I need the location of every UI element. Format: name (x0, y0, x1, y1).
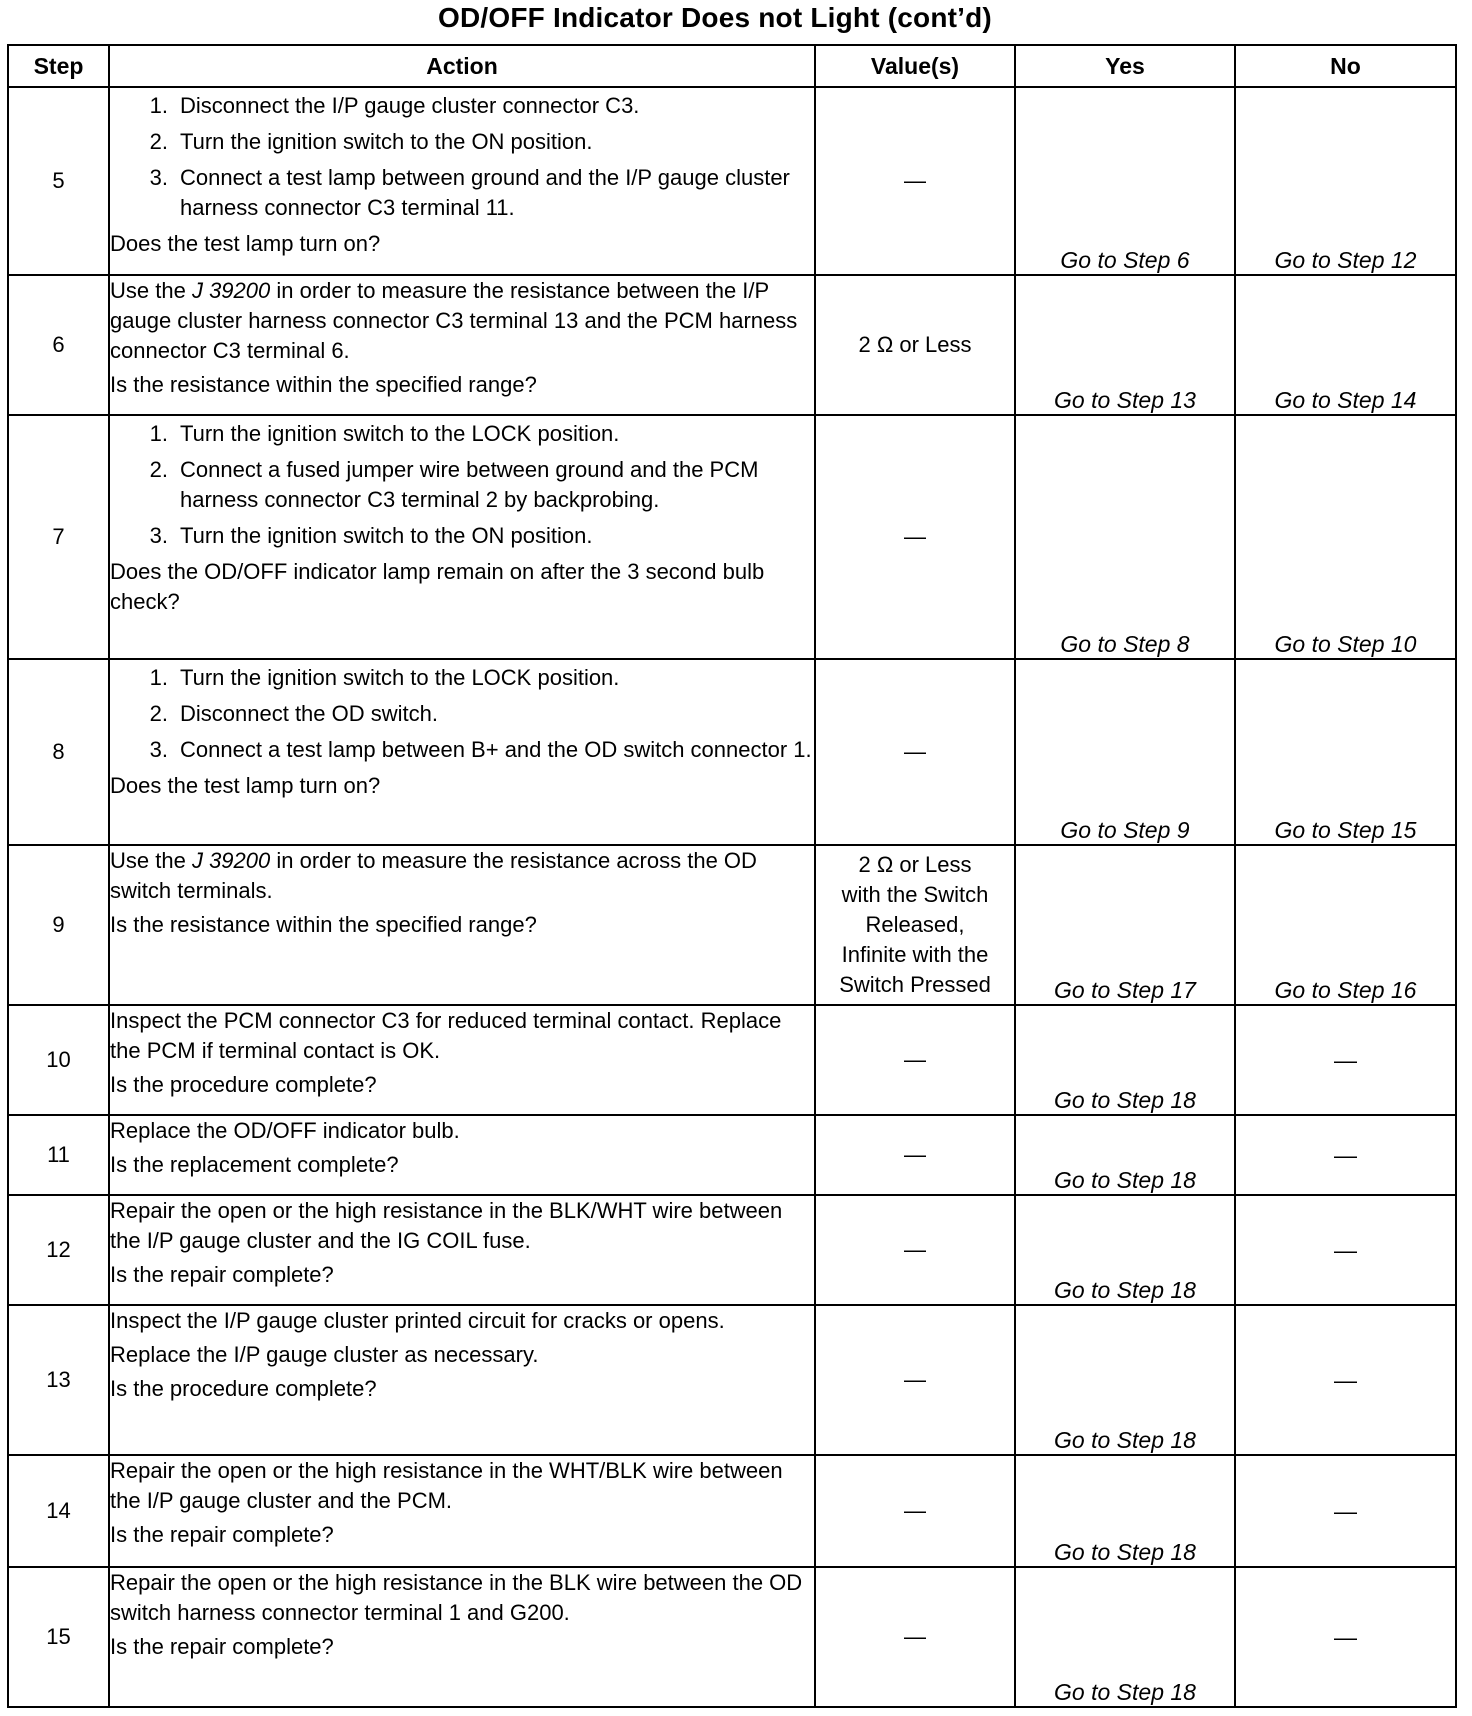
value-cell: — (815, 1567, 1015, 1707)
action-text: Repair the open or the high resistance in the BLK wire between the OD switch harness connector terminal 1 and G200. (110, 1570, 803, 1625)
value-line: with the Switch (841, 882, 989, 907)
no-cell: — (1235, 1305, 1456, 1455)
list-item (110, 455, 814, 515)
item-number: 1. (149, 93, 168, 118)
tool-name: J 39200 (191, 278, 271, 303)
item-text: Turn the ignition switch to the LOCK position. (180, 421, 620, 446)
action-cell (109, 1195, 815, 1305)
item-number: 2. (149, 457, 168, 482)
action-text: Inspect the PCM connector C3 for reduced terminal contact. Replace the PCM if terminal contact is OK. (110, 1008, 782, 1063)
no-cell: — (1235, 1455, 1456, 1567)
step-number: 6 (8, 275, 109, 415)
question: Is the repair complete? (110, 1262, 334, 1287)
value-line: Infinite with the (841, 942, 989, 967)
value-line: 2 Ω or Less (858, 852, 972, 877)
action-text (110, 276, 814, 366)
item-text: Turn the ignition switch to the LOCK position. (180, 665, 620, 690)
action-text-pre: Use the (110, 848, 186, 873)
header-yes: Yes (1015, 45, 1235, 87)
header-row (8, 45, 1456, 87)
item-text: Turn the ignition switch to the ON position. (180, 129, 593, 154)
no-cell: — (1235, 1567, 1456, 1707)
item-number: 3. (149, 737, 168, 762)
header-no: No (1235, 45, 1456, 87)
step-number: 8 (8, 659, 109, 845)
no-cell: Go to Step 10 (1235, 415, 1456, 659)
item-text: Disconnect the OD switch. (180, 701, 438, 726)
no-cell: Go to Step 12 (1235, 87, 1456, 275)
step-number: 5 (8, 87, 109, 275)
action-cell (109, 1115, 815, 1195)
list-item (110, 735, 814, 765)
header-action: Action (109, 45, 815, 87)
value-line: Released, (865, 912, 965, 937)
yes-cell: Go to Step 18 (1015, 1115, 1235, 1195)
table-row (8, 1195, 1456, 1305)
item-number: 3. (149, 165, 168, 190)
table-row (8, 1005, 1456, 1115)
value-cell: — (815, 415, 1015, 659)
table-row (8, 1115, 1456, 1195)
question: Is the resistance within the specified range? (110, 912, 537, 937)
yes-cell: Go to Step 18 (1015, 1567, 1235, 1707)
table-row (8, 1455, 1456, 1567)
step-number: 13 (8, 1305, 109, 1455)
question: Is the replacement complete? (110, 1152, 399, 1177)
action-text: Replace the OD/OFF indicator bulb. (110, 1118, 460, 1143)
value-cell: — (815, 1005, 1015, 1115)
value-line: Switch Pressed (839, 972, 991, 997)
list-item (110, 163, 814, 223)
question: Is the repair complete? (110, 1522, 334, 1547)
item-text: Connect a test lamp between ground and the I/P gauge cluster harness connector C3 terminal 11. (180, 165, 790, 220)
action-cell (109, 275, 815, 415)
action-cell (109, 1567, 815, 1707)
list-item (110, 419, 814, 449)
yes-cell: Go to Step 6 (1015, 87, 1235, 275)
header-step: Step (8, 45, 109, 87)
no-cell: Go to Step 16 (1235, 845, 1456, 1005)
list-item (110, 663, 814, 693)
value-cell: — (815, 1305, 1015, 1455)
action-cell (109, 845, 815, 1005)
action-cell (109, 1305, 815, 1455)
question: Is the resistance within the specified range? (110, 372, 537, 397)
action-cell (109, 415, 815, 659)
table-row (8, 87, 1456, 275)
action-text: Repair the open or the high resistance in the WHT/BLK wire between the I/P gauge cluster and the PCM. (110, 1458, 783, 1513)
question: Does the test lamp turn on? (110, 231, 381, 256)
step-number: 9 (8, 845, 109, 1005)
question: Is the procedure complete? (110, 1376, 377, 1401)
step-number: 14 (8, 1455, 109, 1567)
page-title: OD/OFF Indicator Does not Light (cont’d) (438, 2, 992, 33)
yes-cell: Go to Step 9 (1015, 659, 1235, 845)
step-number: 11 (8, 1115, 109, 1195)
value-cell: — (815, 1115, 1015, 1195)
action-text: Repair the open or the high resistance in the BLK/WHT wire between the I/P gauge cluster and the IG COIL fuse. (110, 1198, 783, 1253)
yes-cell: Go to Step 18 (1015, 1455, 1235, 1567)
value-cell: — (815, 87, 1015, 275)
action-text-post: in order to measure the resistance across the OD switch terminals. (110, 848, 757, 903)
value-cell: — (815, 1195, 1015, 1305)
action-cell (109, 659, 815, 845)
item-text: Connect a fused jumper wire between ground and the PCM harness connector C3 terminal 2 by backprobing. (180, 457, 759, 512)
step-number: 7 (8, 415, 109, 659)
action-text (110, 846, 814, 906)
action-cell (109, 1005, 815, 1115)
item-number: 1. (149, 421, 168, 446)
item-number: 1. (149, 665, 168, 690)
step-number: 15 (8, 1567, 109, 1707)
item-text: Disconnect the I/P gauge cluster connector C3. (180, 93, 640, 118)
action-text-pre: Use the (110, 278, 186, 303)
table-row (8, 1567, 1456, 1707)
question: Does the test lamp turn on? (110, 773, 381, 798)
item-text: Turn the ignition switch to the ON position. (180, 523, 593, 548)
value-cell: — (815, 1455, 1015, 1567)
diagnostic-table (7, 44, 1457, 1708)
yes-cell: Go to Step 18 (1015, 1305, 1235, 1455)
table-row (8, 659, 1456, 845)
item-text: Connect a test lamp between B+ and the OD switch connector 1. (180, 737, 812, 762)
value-cell: — (815, 659, 1015, 845)
table-row (8, 415, 1456, 659)
list-item (110, 127, 814, 157)
yes-cell: Go to Step 17 (1015, 845, 1235, 1005)
no-cell: Go to Step 15 (1235, 659, 1456, 845)
list-item (110, 699, 814, 729)
step-number: 12 (8, 1195, 109, 1305)
no-cell: Go to Step 14 (1235, 275, 1456, 415)
action-text-2: Replace the I/P gauge cluster as necessary. (110, 1342, 539, 1367)
yes-cell: Go to Step 18 (1015, 1195, 1235, 1305)
action-cell (109, 1455, 815, 1567)
table-row (8, 1305, 1456, 1455)
value-cell: 2 Ω or Less (815, 275, 1015, 415)
step-number: 10 (8, 1005, 109, 1115)
action-cell (109, 87, 815, 275)
table-row (8, 845, 1456, 1005)
item-number: 2. (149, 129, 168, 154)
item-number: 2. (149, 701, 168, 726)
question: Is the repair complete? (110, 1634, 334, 1659)
value-cell (815, 845, 1015, 1005)
action-text: Inspect the I/P gauge cluster printed circuit for cracks or opens. (110, 1308, 725, 1333)
list-item (110, 521, 814, 551)
header-values: Value(s) (815, 45, 1015, 87)
yes-cell: Go to Step 13 (1015, 275, 1235, 415)
table-row (8, 275, 1456, 415)
yes-cell: Go to Step 8 (1015, 415, 1235, 659)
list-item (110, 91, 814, 121)
tool-name: J 39200 (191, 848, 271, 873)
no-cell: — (1235, 1005, 1456, 1115)
no-cell: — (1235, 1195, 1456, 1305)
yes-cell: Go to Step 18 (1015, 1005, 1235, 1115)
action-text-post: in order to measure the resistance between the I/P gauge cluster harness connector C3 terminal 13 and the PCM harness connector C3 terminal 6. (110, 278, 798, 363)
question: Does the OD/OFF indicator lamp remain on after the 3 second bulb check? (110, 559, 765, 614)
question: Is the procedure complete? (110, 1072, 377, 1097)
item-number: 3. (149, 523, 168, 548)
no-cell: — (1235, 1115, 1456, 1195)
